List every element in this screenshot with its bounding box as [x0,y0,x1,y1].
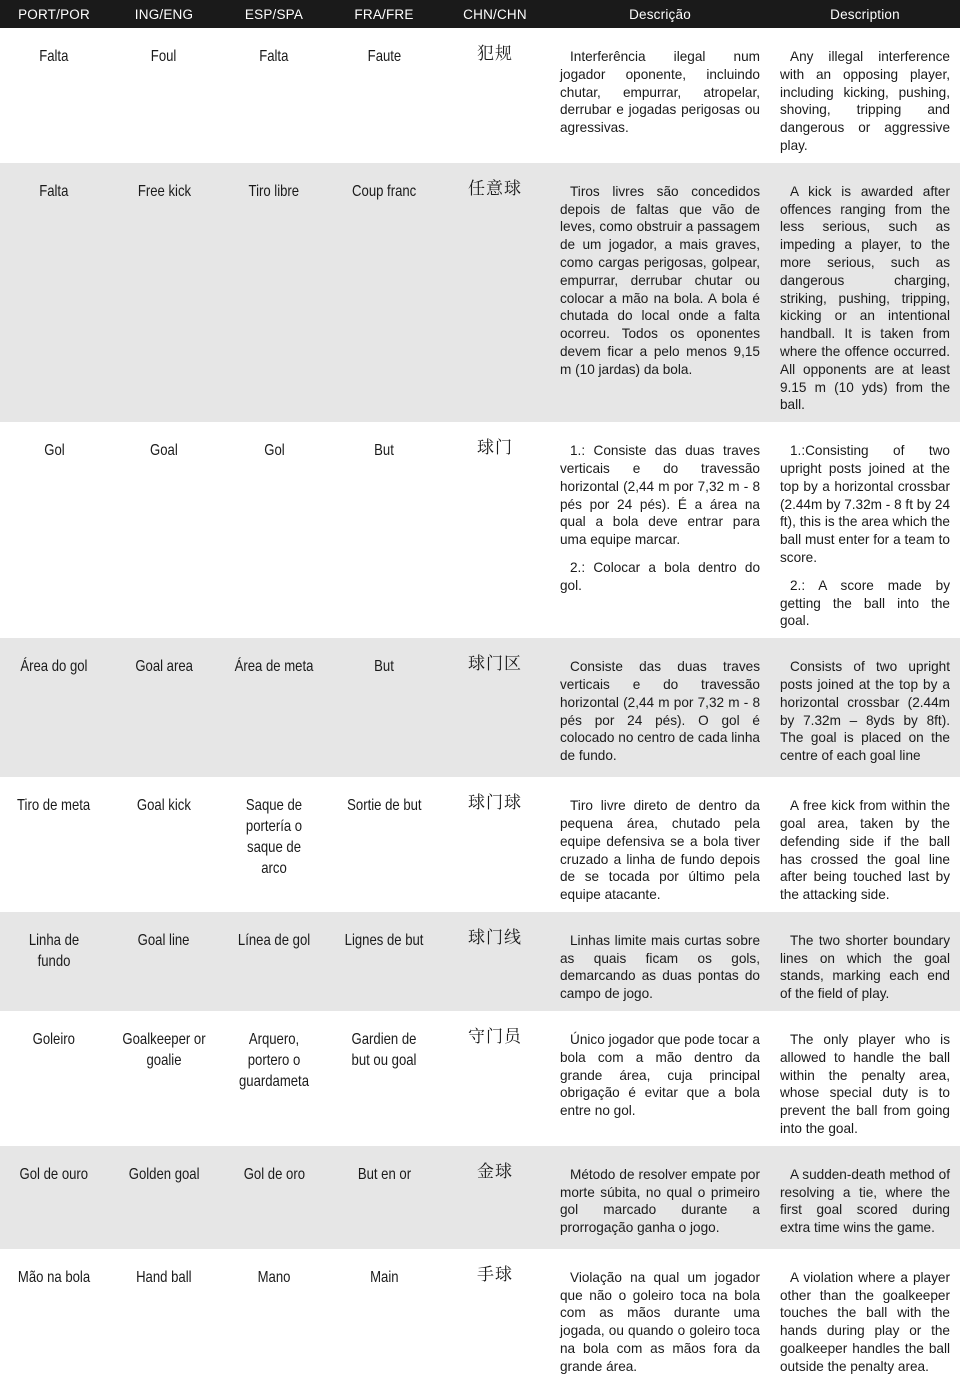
table-header [0,0,960,28]
term-por-text: Falta [39,182,69,200]
term-por-text: Falta [39,48,69,65]
term-chn-text: 任意球 [468,178,522,199]
header-spa: ESP/SPA [244,6,304,22]
term-spa-text: Gol [263,442,285,460]
description-paragraph: Violação na qual um jogador que não o goleiro toca na bola com as mãos durante uma jogada, ou quando o goleiro toca na bola com as mãos fora da grande área. [560,1269,760,1374]
term-fre [328,422,440,638]
header-desc-pt: Descrição [629,6,691,22]
term-spa-text: Área de meta [234,658,314,676]
term-por-text: Mão na bola [17,1268,91,1286]
term-spa [220,912,328,1011]
term-fre-text: Sortie de but [346,797,422,815]
term-chn [440,1011,550,1146]
description-pt [550,422,770,638]
description-pt [550,777,770,912]
term-chn [440,422,550,638]
term-fre [328,638,440,777]
description-paragraph: 2.: A score made by getting the ball into the goal. [780,577,950,629]
term-spa [220,638,328,777]
table-row [0,1011,960,1146]
header-desc-en: Description [830,6,900,22]
description-paragraph: Tiro livre direto de dentro da pequena área, chutado pela equipe defensiva se a bola tiver cruzado a linha de fundo depois de se tocada por último pela equipe atacante. [560,798,760,903]
term-eng [108,28,220,163]
term-chn-text: 金球 [477,1161,513,1182]
term-por [0,912,108,1011]
term-fre-text: Gardien de but ou goal [351,1031,417,1070]
description-pt [550,28,770,163]
description-en [770,638,960,777]
description-en [770,1249,960,1399]
description-pt [550,1146,770,1249]
table-row [0,1146,960,1249]
term-eng-text: Free kick [137,182,191,200]
term-spa [220,422,328,638]
term-spa [220,1011,328,1146]
term-fre [328,912,440,1011]
description-pt [550,638,770,777]
term-fre [328,777,440,912]
term-por [0,1146,108,1249]
description-en [770,422,960,638]
description-paragraph: Linhas limite mais curtas sobre as quais ficam os gols, demarcando as duas pontas do campo de jogo. [560,932,760,1002]
description-en [770,163,960,422]
term-eng [108,1146,220,1249]
term-chn [440,638,550,777]
term-por [0,777,108,912]
term-eng [108,163,220,422]
term-por-text: Gol [43,442,65,460]
description-paragraph: A kick is awarded after offences ranging from the less serious, such as impeding a player, to the more serious, such as dangerous charging, striking, pushing, tripping, kicking or an intentional handball. It is taken from where the offence occurred. All opponents are at least 9.15 m (10 yds) from the ball. [780,183,950,413]
term-por-text: Linha de fundo [28,931,80,970]
term-eng [108,422,220,638]
term-eng-text: Goal line [138,931,190,949]
term-eng-text: Goal kick [137,797,191,815]
term-eng-text: Golden goal [128,1165,200,1183]
term-chn-text: 犯规 [477,44,513,64]
table-row [0,163,960,422]
term-chn [440,777,550,912]
term-fre-text: Main [369,1268,399,1286]
term-fre [328,1011,440,1146]
term-fre [328,1249,440,1399]
description-paragraph: 1.:Consisting of two upright posts joined at the top by a horizontal crossbar (2.44m by 7.32m - 8 ft by 24 ft), this is the area which the ball must enter for a team to score. [780,443,951,565]
table-body [0,28,960,1399]
header-por: PORT/POR [18,6,90,22]
term-por [0,422,108,638]
description-paragraph: A free kick from within the goal area, taken by the defending side if the ball has crossed the goal line after being touched last by the attacking side. [780,798,950,903]
table-row [0,422,960,638]
table-row [0,777,960,912]
description-paragraph: Any illegal interference with an opposing player, including kicking, pushing, shoving, tripping and dangerous or aggressive play. [780,49,950,153]
term-spa [220,1146,328,1249]
term-spa-text: Mano [257,1268,291,1286]
term-chn-text: 手球 [477,1264,513,1285]
table-row [0,638,960,777]
term-spa-text: Falta [259,48,289,65]
term-chn-text: 球门线 [468,927,522,948]
description-paragraph: Interferência ilegal num jogador oponente, incluindo chutar, empurrar, atropelar, derrubar e jogadas perigosas ou agressivas. [560,49,760,136]
description-paragraph: Consists of two upright posts joined at the top by a horizontal crossbar (2.44m by 7.32m – 8yds by 8ft). The goal is placed on the centre of each goal line [780,659,950,764]
term-chn [440,163,550,422]
description-paragraph: Tiros livres são concedidos depois de faltas que vão de leves, como obstruir a passagem de um jogador, a mais graves, como cargas perigosas, golpear, empurrar, derrubar chutar ou colocar a mão na bola. A bola é chutada do local onde a falta ocorreu. Todos os oponentes devem ficar a pelo menos 9,15 m (10 jardas) da bola. [560,183,760,377]
term-spa [220,777,328,912]
description-pt [550,1249,770,1399]
term-eng-text: Hand ball [136,1268,192,1286]
description-paragraph: The two shorter boundary lines on which the goal stands, marking each end of the field of play. [780,932,950,1002]
term-fre [328,1146,440,1249]
description-pt [550,1011,770,1146]
description-paragraph: 1.: Consiste das duas traves verticais e do travessão horizontal (2,44 m por 7,32 m - 8 pés por 24 pés). É a área na qual a bola deve entrar para uma equipe marcar. [560,443,760,548]
term-eng [108,777,220,912]
description-pt [550,912,770,1011]
term-por-text: Goleiro [32,1031,76,1049]
description-paragraph: The only player who is allowed to handle the ball within the penalty area, whose special duty is to prevent the ball from going into the goal. [780,1032,950,1137]
term-por [0,638,108,777]
term-eng [108,1011,220,1146]
term-por [0,1249,108,1399]
description-paragraph: A sudden-death method of resolving a tie, where the first goal scored during extra time wins the game. [780,1166,950,1236]
term-eng-text: Foul [151,48,177,65]
description-paragraph: 2.: Colocar a bola dentro do gol. [560,559,760,593]
term-spa-text: Gol de oro [243,1165,305,1183]
term-eng-text: Goal [150,442,178,460]
header-chn: CHN/CHN [463,6,527,22]
term-chn [440,28,550,163]
description-en [770,28,960,163]
term-fre-text: But en or [357,1165,411,1183]
term-spa [220,28,328,163]
description-paragraph: Único jogador que pode tocar a bola com a mão dentro da grande área, cuja principal obrigação é evitar que a bola entre no gol. [560,1032,760,1119]
term-eng [108,912,220,1011]
term-por [0,163,108,422]
term-eng [108,638,220,777]
term-spa-text: Arquero, portero o guardameta [238,1031,310,1091]
term-chn-text: 球门 [477,438,513,459]
term-fre [328,163,440,422]
term-spa-text: Saque de portería o saque de arco [245,797,303,878]
term-eng-text: Goal area [135,658,193,676]
term-chn-text: 守门员 [468,1027,522,1048]
term-por [0,1011,108,1146]
term-fre [328,28,440,163]
term-spa [220,163,328,422]
term-por [0,28,108,163]
term-por-text: Gol de ouro [19,1165,89,1183]
description-en [770,912,960,1011]
term-fre-text: Coup franc [351,182,417,200]
term-eng-text: Goalkeeper or goalie [122,1031,206,1070]
term-por-text: Área do gol [20,658,88,676]
term-fre-text: Faute [367,48,401,65]
description-paragraph: Consiste das duas traves verticais e do travessão horizontal (2,44 m por 7,32 m - 8 pés por 24 pés). O gol é colocado no centro de cada linha de fundo. [560,659,760,764]
description-paragraph: Método de resolver empate por morte súbita, no qual o primeiro gol marcado durante a prorrogação ganha o jogo. [560,1166,760,1236]
table-row [0,28,960,163]
term-chn-text: 球门区 [468,654,522,675]
header-fre: FRA/FRE [354,6,414,22]
description-en [770,777,960,912]
term-por-text: Tiro de meta [17,797,91,815]
description-pt [550,163,770,422]
term-fre-text: Lignes de but [344,931,424,949]
description-en [770,1011,960,1146]
header-row [0,0,960,28]
term-eng [108,1249,220,1399]
term-spa-text: Línea de gol [237,931,311,949]
description-paragraph: A violation where a player other than the goalkeeper touches the ball with the hands during play or the goalkeeper handles the ball outside the penalty area. [780,1269,950,1374]
term-fre-text: But [374,442,394,460]
table-row [0,1249,960,1399]
term-chn [440,1146,550,1249]
term-spa [220,1249,328,1399]
header-eng: ING/ENG [134,6,194,22]
term-fre-text: But [374,658,394,676]
table-row [0,912,960,1011]
description-en [770,1146,960,1249]
term-spa-text: Tiro libre [248,182,300,200]
term-chn [440,1249,550,1399]
term-chn [440,912,550,1011]
term-chn-text: 球门球 [468,793,522,814]
